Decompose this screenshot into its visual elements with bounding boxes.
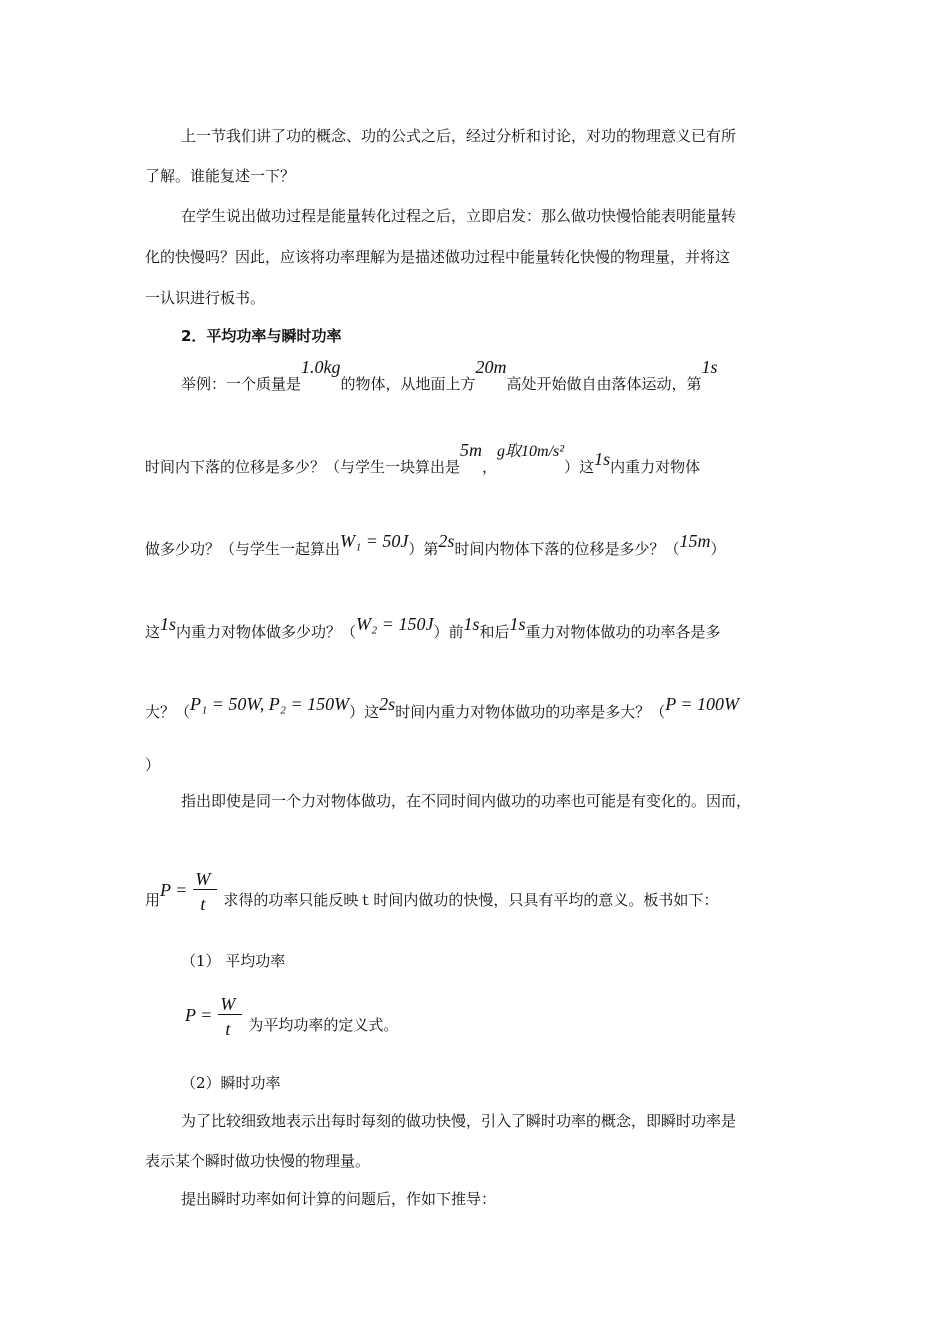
text: ）这 <box>349 703 380 721</box>
text: 和后 <box>479 623 510 641</box>
instant-power-title: （2）瞬时功率 <box>181 1074 281 1092</box>
note-line-1: 指出即使是同一个力对物体做功，在不同时间内做功的功率也可能是有变化的。因而， <box>181 792 752 810</box>
math-time: 1s <box>701 357 718 377</box>
math-time: 1s <box>509 614 526 634</box>
fraction-numerator: W <box>195 869 211 889</box>
average-power-formula <box>185 994 399 1039</box>
example-line-2 <box>145 440 701 479</box>
math-displacement: 5m <box>460 440 483 460</box>
text: 重力对物体做功的功率各是多 <box>525 623 721 641</box>
math-mass: 1.0kg <box>301 357 341 377</box>
inspire-line-2: 化的快慢吗？因此，应该将功率理解为是描述做功过程中能量转化快慢的物理量，并将这 <box>145 248 731 266</box>
intro-line-2: 了解。谁能复述一下？ <box>145 167 296 185</box>
instant-power-line-2: 表示某个瞬时做功快慢的物理量。 <box>145 1152 371 1170</box>
example-line-1 <box>181 357 718 395</box>
example-line-6: ） <box>145 756 161 774</box>
text: 内重力对物体做多少功？（ <box>176 623 357 641</box>
fraction-numerator: W <box>220 994 236 1014</box>
math-work-2: W₂ = 150J <box>356 614 434 634</box>
fraction-bar <box>218 1014 242 1015</box>
math-power-eq: P = <box>185 1005 213 1025</box>
instant-power-line-1: 为了比较细致地表示出每时每刻的做功快慢，引入了瞬时功率的概念，即瞬时功率是 <box>181 1112 737 1130</box>
example-line-4 <box>145 614 721 643</box>
math-gravity: g取10m/s² <box>497 443 565 460</box>
math-displacement: 15m <box>679 531 711 551</box>
section-heading: 2．平均功率与瞬时功率 <box>181 327 342 345</box>
math-time: 2s <box>438 531 455 551</box>
inspire-line-1: 在学生说出做功过程是能量转化过程之后，立即启发：那么做功快慢恰能表明能量转 <box>181 207 737 225</box>
math-power-eq: P = <box>160 880 188 900</box>
text: 为平均功率的定义式。 <box>248 1016 399 1034</box>
text: 举例：一个质量是 <box>181 375 302 393</box>
math-time: 1s <box>463 614 480 634</box>
text: 时间内物体下落的位移是多少？（ <box>454 540 680 558</box>
math-time: 2s <box>379 694 396 714</box>
inspire-line-3: 一认识进行板书。 <box>145 289 266 307</box>
fraction-w-over-t <box>193 869 219 914</box>
math-time: 1s <box>594 449 611 469</box>
example-line-3 <box>145 531 726 560</box>
text: 内重力对物体 <box>610 458 701 476</box>
math-power: P = 100W <box>665 694 740 714</box>
text: ） <box>710 540 726 558</box>
text: 的物体，从地面上方 <box>340 375 476 393</box>
text: 求得的功率只能反映ｔ时间内做功的快慢，只具有平均的意义。板书如下： <box>223 891 719 909</box>
text: ）第 <box>408 540 439 558</box>
intro-line-1: 上一节我们讲了功的概念、功的公式之后，经过分析和讨论，对功的物理意义已有所 <box>181 127 737 145</box>
note-line-2 <box>145 869 719 914</box>
text: ）前 <box>433 623 464 641</box>
math-powers: P₁ = 50W, P₂ = 150W <box>190 694 350 714</box>
math-time: 1s <box>160 614 177 634</box>
text: 做多少功？（与学生一起算出 <box>145 540 341 558</box>
instant-power-line-3: 提出瞬时功率如何计算的问题后，作如下推导： <box>181 1190 497 1208</box>
text: 时间内下落的位移是多少？（与学生一块算出是 <box>145 458 461 476</box>
text: 大？（ <box>145 703 191 721</box>
text: 这 <box>145 623 161 641</box>
text: 时间内重力对物体做功的功率是多大？（ <box>395 703 666 721</box>
text: 高处开始做自由落体运动，第 <box>506 375 702 393</box>
fraction-bar <box>193 889 217 890</box>
text: ， <box>482 458 498 476</box>
average-power-title: （1） 平均功率 <box>181 952 286 970</box>
text: 用 <box>145 891 161 909</box>
example-line-5 <box>145 694 740 723</box>
fraction-denominator: t <box>200 894 206 914</box>
math-work-1: W₁ = 50J <box>340 531 409 551</box>
math-height: 20m <box>475 357 507 377</box>
fraction-denominator: t <box>225 1019 231 1039</box>
text: ）这 <box>564 458 595 476</box>
fraction-w-over-t <box>218 994 244 1039</box>
